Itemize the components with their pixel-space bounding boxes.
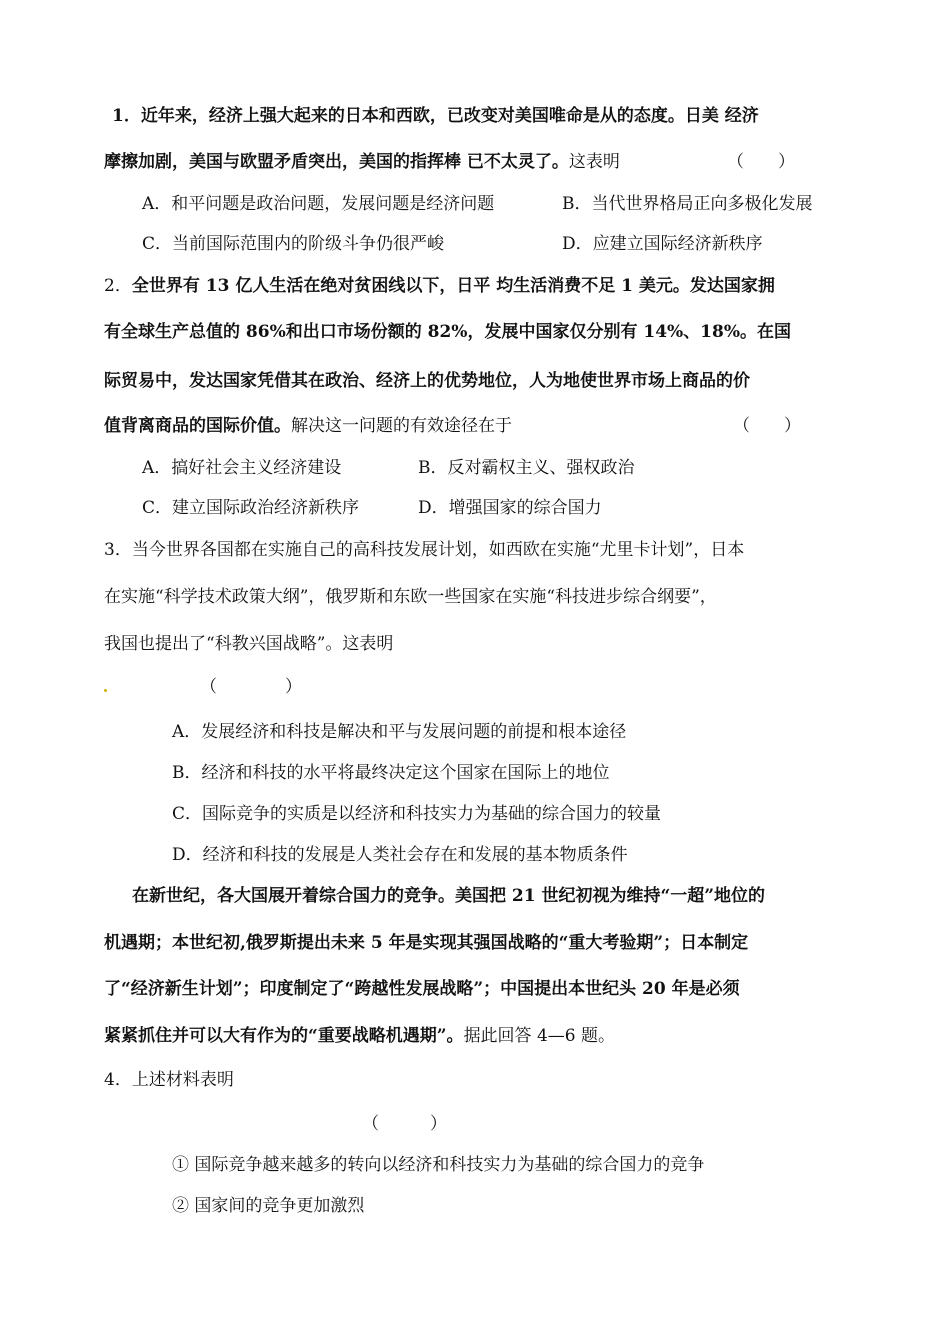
q4-item-1: ① 国际竞争越来越多的转向以经济和科技实力为基础的综合国力的竞争: [172, 1155, 705, 1175]
q2-number: 2．: [104, 276, 132, 296]
q3-option-c: C．国际竞争的实质是以经济和科技实力为基础的综合国力的较量: [172, 804, 662, 824]
material-line3: 了“经济新生计划”；印度制定了“跨越性发展战略”；中国提出本世纪头 20 年是必须: [104, 979, 740, 999]
q3-stem-line1: 3．当今世界各国都在实施自己的高科技发展计划，如西欧在实施“尤里卡计划”，日本: [104, 540, 745, 560]
q3-option-b: B．经济和科技的水平将最终决定这个国家在国际上的地位: [172, 763, 610, 783]
q1-option-a: A．和平问题是政治问题，发展问题是经济问题: [142, 194, 495, 214]
q2-stem-line1: [104, 274, 854, 298]
q3-stem-line2: 在实施“科学技术政策大纲”，俄罗斯和东欧一些国家在实施“科技进步综合纲要”，: [104, 587, 717, 607]
q1-stem-line1: 1．近年来，经济上强大起来的日本和西欧，已改变对美国唯命是从的态度。日美 经济: [112, 106, 759, 126]
q2-stem-line1-text: 全世界有 13 亿人生活在绝对贫困线以下，日平 均生活消费不足 1 美元。发达国家拥: [131, 276, 775, 296]
q3-option-d: D．经济和科技的发展是人类社会存在和发展的基本物质条件: [172, 845, 628, 865]
stray-mark: [104, 689, 107, 692]
q1-stem-line2-plain: 这表明: [568, 152, 620, 172]
q2-stem-line4-plain: 解决这一问题的有效途径在于: [291, 416, 512, 436]
q2-stem-line2: 有全球生产总值的 86%和出口市场份额的 82%，发展中国家仅分别有 14%、18%。在国: [104, 322, 791, 342]
q2-option-d: D．增强国家的综合国力: [418, 498, 602, 518]
q3-stem-line3: 我国也提出了“科教兴国战略”。这表明: [104, 634, 394, 654]
q2-stem-line3: 际贸易中，发达国家凭借其在政治、经济上的优势地位，人为地使世界市场上商品的价: [104, 371, 750, 391]
material-line4-plain: 据此回答 4—6 题。: [463, 1026, 616, 1046]
q2-option-a: A．搞好社会主义经济建设: [142, 458, 342, 478]
q1-answer-blank: （ ）: [727, 152, 795, 172]
q1-option-c: C．当前国际范围内的阶级斗争仍很严峻: [142, 234, 445, 254]
q3-option-a: A．发展经济和科技是解决和平与发展问题的前提和根本途径: [172, 722, 627, 742]
material-line2: 机遇期；本世纪初,俄罗斯提出未来 5 年是实现其强国战略的“重大考验期”；日本制定: [104, 933, 749, 953]
q2-option-b: B．反对霸权主义、强权政治: [418, 458, 635, 478]
q4-answer-blank: （ ）: [362, 1114, 447, 1134]
q1-option-b: B．当代世界格局正向多极化发展: [562, 194, 813, 214]
q2-answer-blank: （ ）: [733, 416, 801, 436]
q2-stem-line4-bold: 值背离商品的国际价值。: [104, 416, 291, 436]
q4-item-2: ② 国家间的竞争更加激烈: [172, 1196, 365, 1216]
material-line1: 在新世纪，各大国展开着综合国力的竞争。美国把 21 世纪初视为维持“一超”地位的: [132, 886, 766, 906]
q3-answer-blank: （ ）: [200, 677, 302, 697]
q1-stem-line2-bold: 摩擦加剧，美国与欧盟矛盾突出，美国的指挥棒 已不太灵了。: [104, 152, 569, 172]
material-line4-bold: 紧紧抓住并可以大有作为的“重要战略机遇期”。: [104, 1026, 464, 1046]
q2-option-c: C．建立国际政治经济新秩序: [142, 498, 360, 518]
material-line4: [104, 1024, 854, 1048]
q1-option-d: D．应建立国际经济新秩序: [562, 234, 763, 254]
q4-stem: 4．上述材料表明: [104, 1070, 234, 1090]
